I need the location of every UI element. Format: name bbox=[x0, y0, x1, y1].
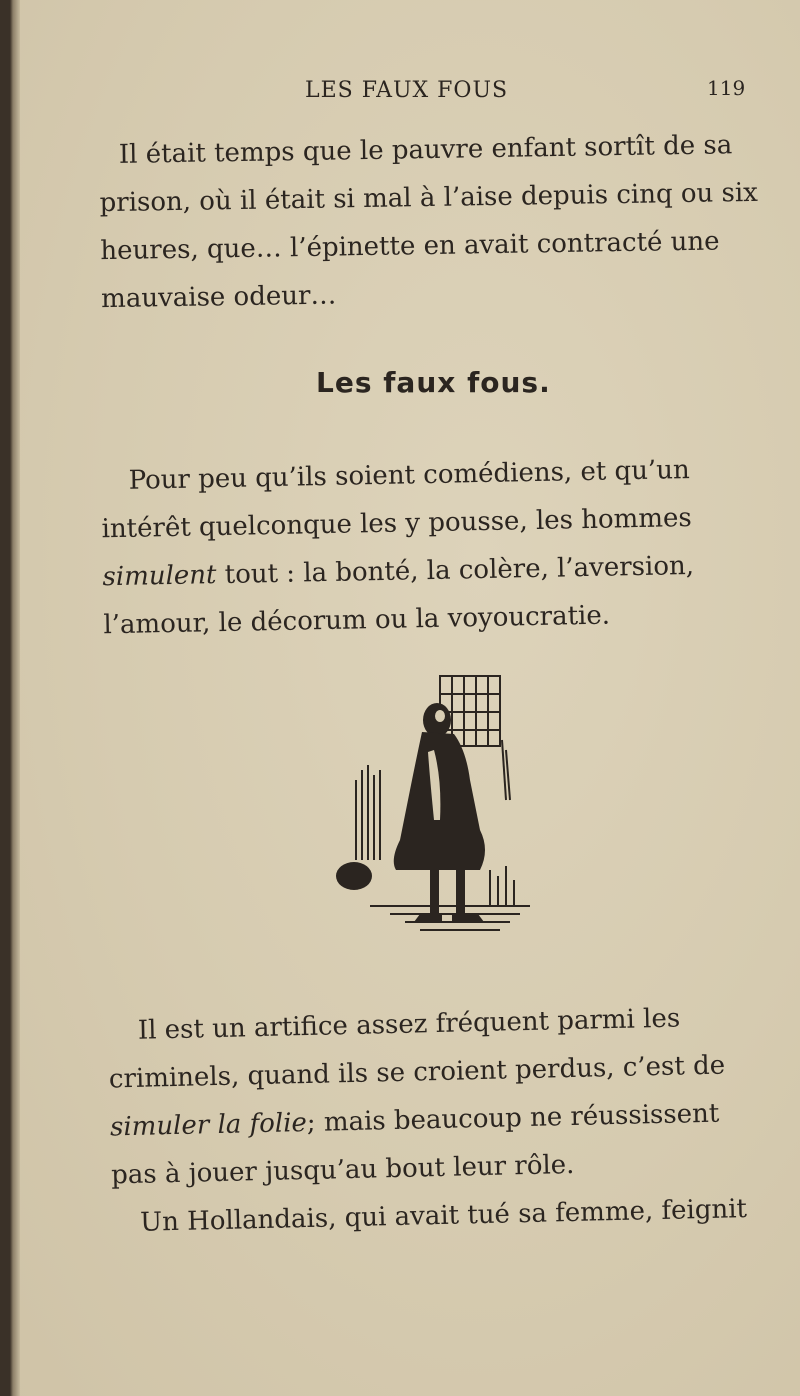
paragraph-3-text-b: ; mais beaucoup ne réussissent pas à jouer jusqu’au bout leur rôle. bbox=[110, 1098, 720, 1191]
page-number: 119 bbox=[707, 76, 746, 100]
paragraph-1: Il était temps que le pauvre enfant sortît de sa prison, où il était si mal à l’aise depuis cinq ou six heures, que… l’épinette en avait contracté une mauvaise odeur… bbox=[99, 130, 759, 315]
paragraph-2-italic: simulent bbox=[102, 560, 217, 593]
paragraph-2-text-a: Pour peu qu’ils soient comédiens, et qu’un intérêt quelconque les y pousse, les hommes bbox=[101, 455, 692, 545]
engraving-man-carrying-cage-icon bbox=[330, 670, 540, 950]
binding-edge bbox=[0, 0, 20, 1396]
paragraph-3-continuation: Un Hollandais, qui avait tué sa femme, feignit bbox=[139, 1194, 748, 1238]
section-title: Les faux fous. bbox=[316, 366, 551, 399]
paragraph-3 bbox=[107, 993, 768, 1248]
paragraph-3-text-a: Il est un artifice assez fréquent parmi les criminels, quand ils se croient perdus, c’est de bbox=[108, 1003, 726, 1095]
engraving-svg bbox=[330, 670, 540, 950]
paragraph-2-text-b: tout : la bonté, la colère, l’aversion, l’amour, le décorum ou la voyoucratie. bbox=[103, 550, 695, 641]
paragraph-3-italic: simuler la folie bbox=[109, 1107, 308, 1143]
paragraph-2 bbox=[100, 445, 760, 650]
running-title: LES FAUX FOUS bbox=[305, 78, 509, 103]
